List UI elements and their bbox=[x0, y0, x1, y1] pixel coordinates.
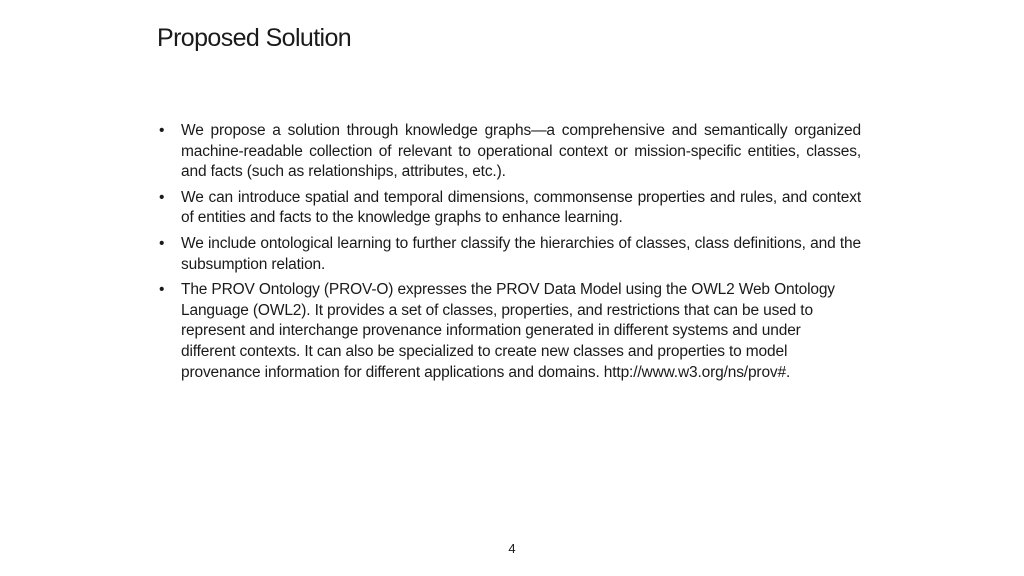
bullet-text: We include ontological learning to further classify the hierarchies of classes, class definitions, and the subsumption relation. bbox=[181, 234, 861, 273]
bullet-text: We propose a solution through knowledge graphs—a comprehensive and semantically organized machine-readable collection of relevant to operational context or mission-specific entities, classes, and facts (such as relationships, attributes, etc.). bbox=[181, 122, 861, 181]
bullet-item bbox=[157, 280, 861, 383]
page-number: 4 bbox=[508, 541, 516, 556]
bullet-item bbox=[157, 121, 861, 183]
bullet-icon: • bbox=[159, 122, 165, 139]
bullet-text: The PROV Ontology (PROV-O) expresses the PROV Data Model using the OWL2 Web Ontology Language (OWL2). It provides a set of classes, properties, and restrictions that can be used to represent and interchange provenance information generated in different systems and under different contexts. It can also be specialized to create new classes and properties to model provenance information for different applications and domains. http://www.w3.org/ns/prov#. bbox=[181, 281, 835, 381]
slide-title: Proposed Solution bbox=[157, 24, 352, 52]
bullet-icon: • bbox=[159, 234, 165, 252]
bullet-icon: • bbox=[159, 188, 165, 206]
bullet-text: We can introduce spatial and temporal dimensions, commonsense properties and rules, and context of entities and facts to the knowledge graphs to enhance learning. bbox=[181, 188, 861, 227]
bullet-item bbox=[157, 234, 861, 275]
bullet-item bbox=[157, 188, 861, 229]
bullet-list bbox=[157, 121, 861, 388]
bullet-icon: • bbox=[159, 281, 165, 299]
